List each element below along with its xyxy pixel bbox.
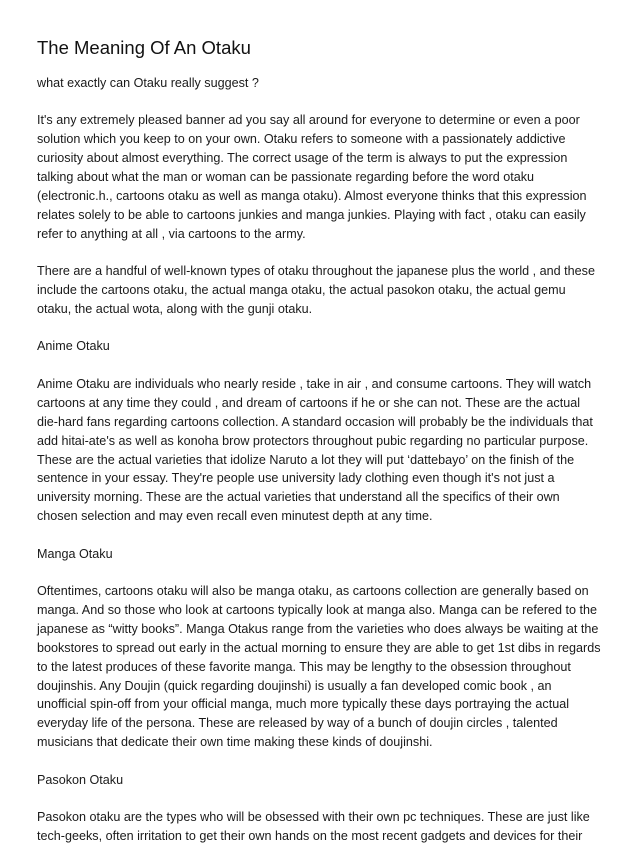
document-subtitle: what exactly can Otaku really suggest ? (37, 76, 259, 90)
document-title: The Meaning Of An Otaku (37, 37, 251, 58)
section-heading-anime: Anime Otaku (37, 339, 110, 354)
section-body-pasokon: Pasokon otaku are the types who will be obsessed with their own pc techniques. These are just like tech-geeks, often irritation to get their own hands on the most recent gadgets and devices for their (37, 810, 590, 843)
section-body-manga: Oftentimes, cartoons otaku will also be manga otaku, as cartoons collection are generally based on manga. And so those who look at cartoons typically look at manga also. Manga can be refered to the japanese as “witty books”. Manga Otakus range from the varieties who does always be waiting at the bookstores to spread out early in the actual morning to ensure they are able to get 1st dibs in regards to the latest produces of these favorite manga. This may be lengthy to the obsession throughout doujinshis. Any Doujin (quick regarding doujinshi) is usually a fan developed comic book , an unofficial spin-off from your official manga, much more typically these days portraying the actual everyday life of the persona. These are released by way of a bunch of doujin circles , talented musicians that dedicate their own time making these kinds of doujinshi. (37, 584, 601, 750)
section-body-anime: Anime Otaku are individuals who nearly reside , take in air , and consume cartoons. They will watch cartoons at any time they could , and dream of cartoons if he or she can not. These are the actual die-hard fans regarding cartoons collection. A standard occasion will probably be the individuals that add hitai-ate's as well as konoha brow protectors throughout pubic regarding no particular purpose. These are the actual varieties that idolize Naruto a lot they will put ‘dattebayo’ on the finish of the sentence in your essay. They're people use university lady clothing even though it's not just a university morning. These are the actual varieties that understand all the specifics of their own chosen selection and may even recall even minutest depth at any time. (37, 376, 593, 524)
document-page (37, 36, 603, 864)
section-heading-pasokon: Pasokon Otaku (37, 772, 124, 787)
section-heading-manga: Manga Otaku (37, 546, 113, 561)
intro-paragraph: It's any extremely pleased banner ad you say all around for everyone to determine or even a poor solution which you keep to on your own. Otaku refers to someone with a passionately addictive curiosity about almost everything. The correct usage of the term is always to put the expression talking about what the man or woman can be passionate regarding before the word otaku (electronic.h., cartoons otaku as well as manga otaku). Almost everyone thinks that this expression relates solely to be able to cartoons junkies and manga junkies. Playing with fact , otaku can easily refer to anything at all , via cartoons to the army. (37, 113, 587, 241)
types-paragraph: There are a handful of well-known types of otaku throughout the japanese plus the world , and these include the cartoons otaku, the actual manga otaku, the actual pasokon otaku, the actual gemu otaku, the actual wota, along with the gunji otaku. (37, 264, 595, 317)
